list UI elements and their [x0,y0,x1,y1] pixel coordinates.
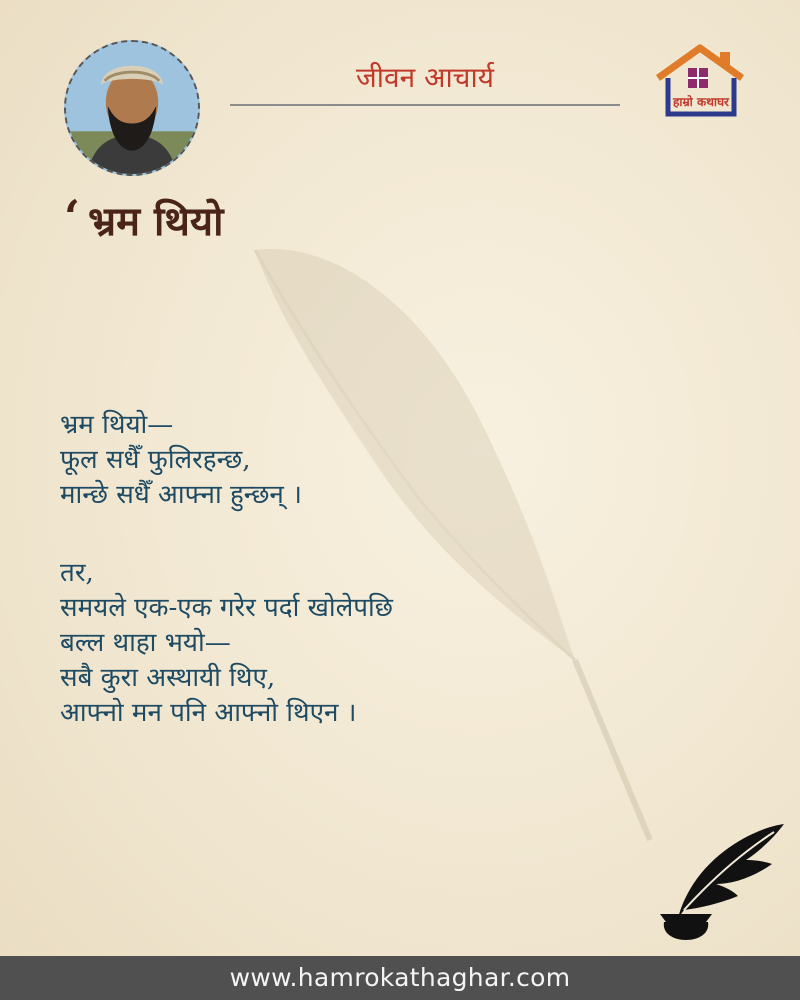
poem-line: तर, [60,558,94,588]
footer-website[interactable]: www.hamrokathaghar.com [0,956,800,1000]
stanza-gap [60,513,393,556]
house-logo-icon [650,42,750,120]
poem-line: भ्रम थियो— [60,410,174,440]
poem-line: मान्छे सधैँ आफ्ना हुन्छन् । [60,480,302,510]
poem-body [60,408,393,731]
poem-line: सबै कुरा अस्थायी थिए, [60,663,276,693]
author-avatar [64,40,200,176]
author-name: जीवन आचार्य [356,61,494,94]
quote-mark: ‘ [64,190,81,244]
poem-title: भ्रम थियो [88,199,224,245]
quill-inkpot-icon [654,818,794,950]
author-divider [230,104,620,106]
poem-line: फूल सधैँ फुलिरहन्छ, [60,445,251,475]
poem-line: बल्ल थाहा भयो— [60,628,231,658]
logo-text: हाम्रो कथाघर [673,95,729,109]
poem-line: समयले एक-एक गरेर पर्दा खोलेपछि [60,593,393,623]
poem-line: आफ्नो मन पनि आफ्नो थिएन । [60,698,357,728]
